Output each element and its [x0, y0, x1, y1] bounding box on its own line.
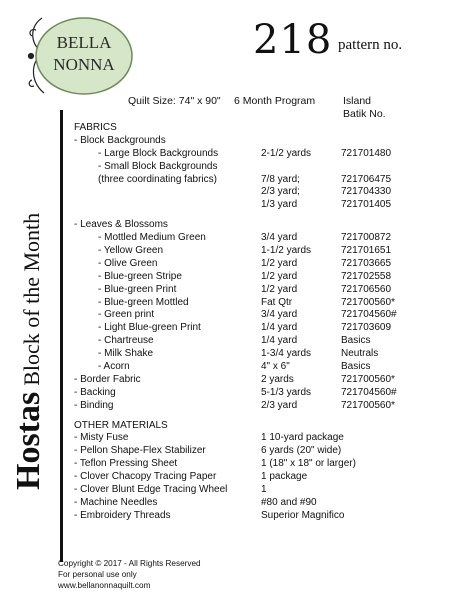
- material-name: - Teflon Pressing Sheet: [74, 458, 178, 470]
- section-heading-text: FABRICS: [74, 122, 117, 133]
- section-heading: [74, 420, 454, 433]
- batik-number: 721704330: [341, 186, 392, 198]
- material-name: - Acorn: [98, 361, 130, 373]
- material-name: - Misty Fuse: [74, 432, 129, 444]
- batik-number: 721700560*: [341, 296, 395, 308]
- material-amount: 3/4 yard: [261, 309, 298, 321]
- material-row: [74, 148, 454, 161]
- material-amount: 6 yards (20" wide): [261, 445, 342, 457]
- material-amount: #80 and #90: [261, 496, 317, 508]
- material-name: - Pellon Shape-Flex Stabilizer: [74, 445, 206, 457]
- materials-list: [74, 122, 454, 523]
- material-amount: 1-1/2 yards: [261, 245, 312, 257]
- material-row: [74, 471, 454, 484]
- island-batik-header: [343, 95, 386, 121]
- batik-number: 721704560#: [341, 309, 397, 321]
- material-row: [74, 284, 454, 297]
- vertical-title-main: Hostas: [10, 391, 47, 490]
- copyright-text: Copyright © 2017 - All Rights Reserved: [58, 559, 201, 568]
- batik-number: 721706560: [341, 283, 392, 295]
- batik-label: Batik No.: [343, 108, 386, 120]
- material-amount: 1 (18" x 18" or larger): [261, 458, 356, 470]
- material-row: [74, 497, 454, 510]
- material-name: - Blue-green Stripe: [98, 270, 182, 282]
- material-name: - Yellow Green: [98, 245, 164, 257]
- material-name: - Olive Green: [98, 257, 158, 269]
- material-amount: 1-3/4 yards: [261, 348, 312, 360]
- material-amount: 4" x 6": [261, 361, 290, 373]
- material-name: - Light Blue-green Print: [98, 322, 201, 334]
- batik-number: Basics: [341, 361, 371, 373]
- batik-number: 721700872: [341, 232, 392, 244]
- material-row: [74, 232, 454, 245]
- material-name: - Blue-green Print: [98, 283, 177, 295]
- material-amount: 1/4 yard: [261, 322, 298, 334]
- batik-number: Basics: [341, 335, 371, 347]
- material-row: [74, 297, 454, 310]
- material-row: [74, 361, 454, 374]
- material-row: [74, 445, 454, 458]
- batik-number: 721702558: [341, 270, 392, 282]
- pattern-label: pattern no.: [338, 37, 403, 53]
- material-name: - Clover Chacopy Tracing Paper: [74, 471, 217, 483]
- material-row: [74, 387, 454, 400]
- material-amount: 2 yards: [261, 373, 294, 385]
- material-name: - Machine Needles: [74, 496, 158, 508]
- material-amount: 1/3 yard: [261, 199, 298, 211]
- material-row: [74, 510, 454, 523]
- batik-number: 721703609: [341, 322, 392, 334]
- material-row: [74, 374, 454, 387]
- quilt-size: Quilt Size: 74" x 90": [128, 95, 221, 107]
- material-amount: 1 package: [261, 471, 308, 483]
- material-row: [74, 245, 454, 258]
- material-row: [74, 174, 454, 187]
- batik-number: 721703665: [341, 257, 392, 269]
- section-gap: [74, 413, 454, 420]
- material-name: - Binding: [74, 399, 114, 411]
- section-heading: [74, 122, 454, 135]
- material-row: [74, 309, 454, 322]
- personal-use-text: For personal use only: [58, 570, 137, 579]
- material-name: - Small Block Backgrounds: [98, 160, 218, 172]
- batik-number: 721701651: [341, 245, 392, 257]
- material-amount: 7/8 yard;: [261, 173, 300, 185]
- batik-number: 721700560*: [341, 373, 395, 385]
- material-amount: 1/2 yard: [261, 257, 298, 269]
- material-amount: 1 10-yard package: [261, 432, 344, 444]
- batik-number: Neutrals: [341, 348, 379, 360]
- material-name: - Milk Shake: [98, 348, 154, 360]
- material-row: [74, 335, 454, 348]
- material-row: [74, 432, 454, 445]
- batik-number: 721701480: [341, 147, 392, 159]
- material-name: - Block Backgrounds: [74, 134, 166, 146]
- material-amount: 3/4 yard: [261, 232, 298, 244]
- material-amount: 2/3 yard;: [261, 186, 300, 198]
- section-heading-text: OTHER MATERIALS: [74, 419, 168, 431]
- material-amount: 1/4 yard: [261, 335, 298, 347]
- material-amount: Superior Magnifico: [261, 509, 345, 521]
- material-amount: 1/2 yard: [261, 270, 298, 282]
- material-row: [74, 199, 454, 212]
- material-name: - Clover Blunt Edge Tracing Wheel: [74, 484, 228, 496]
- material-row: [74, 271, 454, 284]
- material-name: - Backing: [74, 386, 116, 398]
- vertical-title: [10, 110, 60, 490]
- material-name: - Chartreuse: [98, 335, 154, 347]
- material-row: [74, 219, 454, 232]
- material-name: - Border Fabric: [74, 373, 141, 385]
- material-amount: 1: [261, 484, 267, 496]
- material-row: [74, 484, 454, 497]
- section-gap: [74, 212, 454, 219]
- logo-line1: BELLA: [56, 33, 112, 52]
- material-row: [74, 258, 454, 271]
- material-amount: 1/2 yard: [261, 283, 298, 295]
- batik-number: 721700560*: [341, 399, 395, 411]
- material-amount: Fat Qtr: [261, 296, 293, 308]
- material-amount: 5-1/3 yards: [261, 386, 312, 398]
- material-name: - Green print: [98, 309, 155, 321]
- island-label: Island: [343, 95, 372, 107]
- material-name: - Large Block Backgrounds: [98, 147, 219, 159]
- bella-nonna-logo: [22, 8, 142, 108]
- material-name: - Blue-green Mottled: [98, 296, 189, 308]
- material-row: [74, 135, 454, 148]
- material-row: [74, 458, 454, 471]
- material-row: [74, 161, 454, 174]
- batik-number: 721704560#: [341, 386, 397, 398]
- material-row: [74, 400, 454, 413]
- material-row: [74, 186, 454, 199]
- vertical-rule: [60, 110, 63, 562]
- pattern-number: 218: [253, 17, 333, 63]
- material-row: [74, 322, 454, 335]
- website-text: www.bellanonnaquilt.com: [58, 581, 151, 590]
- batik-number: 721706475: [341, 173, 392, 185]
- batik-number: 721701405: [341, 199, 392, 211]
- footer: [58, 558, 201, 591]
- material-name: (three coordinating fabrics): [98, 173, 217, 185]
- vertical-title-sub: Block of the Month: [19, 212, 44, 386]
- program-length: 6 Month Program: [234, 95, 316, 107]
- material-row: [74, 348, 454, 361]
- material-name: - Mottled Medium Green: [98, 232, 206, 244]
- material-name: - Leaves & Blossoms: [74, 219, 168, 231]
- material-name: - Embroidery Threads: [74, 509, 171, 521]
- material-amount: 2-1/2 yards: [261, 147, 312, 159]
- logo-line2: NONNA: [53, 55, 115, 74]
- material-amount: 2/3 yard: [261, 399, 298, 411]
